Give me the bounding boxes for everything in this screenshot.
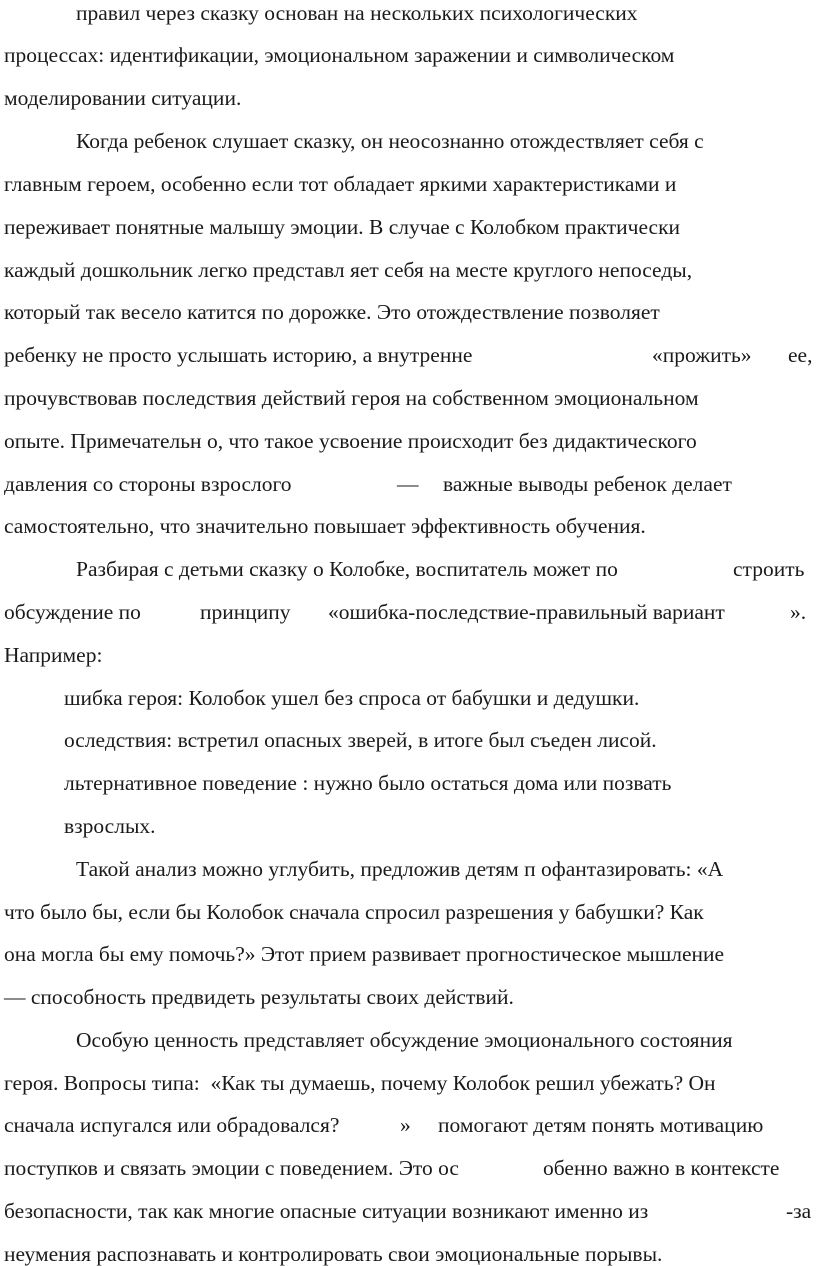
text-line: каждый дошкольник легко представл яет себя на месте круглого непоседы,	[4, 258, 693, 282]
text-line: правил через сказку основан на нескольких психологических	[76, 1, 638, 25]
list-item: льтернативное поведение : нужно было остаться дома или позвать	[64, 771, 672, 795]
text-line: который так весело катится по дорожке. Это отождествление позволяет	[4, 300, 660, 324]
text-line: Например:	[4, 643, 103, 667]
text-line: безопасности, так как многие опасные ситуации возникают именно из	[4, 1199, 649, 1223]
text-line: прочувствовав последствия действий героя на собственном эмоциональном	[4, 386, 699, 410]
text-line: Такой анализ можно углубить, предложив детям п офантазировать: «А	[76, 857, 724, 881]
text-line: переживает понятные малышу эмоции. В случае с Колобком практически	[4, 215, 681, 239]
list-item: шибка героя: Колобок ушел без спроса от бабушки и дедушки.	[64, 686, 640, 710]
text-line: героя. Вопросы типа: «Как ты думаешь, почему Колобок решил убежать? Он	[4, 1071, 716, 1095]
text-line: давления со стороны взрослого	[4, 472, 292, 496]
text-line: Когда ребенок слушает сказку, он неосознанно отождествляет себя с	[76, 129, 704, 153]
text-fragment: «прожить»	[652, 343, 752, 367]
text-line: сначала испугался или обрадовался?	[4, 1113, 340, 1137]
text-line: поступков и связать эмоции с поведением. Это ос	[4, 1156, 459, 1180]
text-fragment: ».	[790, 600, 807, 624]
text-fragment: принципу	[200, 600, 291, 624]
text-fragment: ее,	[788, 343, 813, 367]
text-fragment: -за	[786, 1199, 812, 1223]
list-item-continuation: взрослых.	[64, 814, 156, 838]
text-line: самостоятельно, что значительно повышает эффективность обучения.	[4, 514, 646, 538]
text-line: Особую ценность представляет обсуждение эмоционального состояния	[76, 1028, 733, 1052]
text-line: неумения распознавать и контролировать свои эмоциональные порывы.	[4, 1242, 663, 1266]
text-line: Разбирая с детьми сказку о Колобке, воспитатель может по	[76, 557, 618, 581]
text-fragment: обенно важно в контексте	[543, 1156, 780, 1180]
text-fragment: »	[400, 1113, 411, 1137]
text-line: моделировании ситуации.	[4, 86, 242, 110]
text-line: процессах: идентификации, эмоциональном заражении и символическом	[4, 43, 675, 67]
text-fragment: —	[397, 472, 419, 496]
list-item: оследствия: встретил опасных зверей, в итоге был съеден лисой.	[64, 728, 657, 752]
text-line: — способность предвидеть результаты своих действий.	[4, 985, 514, 1009]
text-fragment: помогают детям понять мотивацию	[438, 1113, 764, 1137]
text-line: что было бы, если бы Колобок сначала спросил разрешения у бабушки? Как	[4, 900, 704, 924]
text-line: главным героем, особенно если тот обладает яркими характеристиками и	[4, 172, 677, 196]
text-line: ребенку не просто услышать историю, а внутренне	[4, 343, 473, 367]
text-fragment: «ошибка-последствие-правильный вариант	[328, 600, 725, 624]
text-fragment: строить	[733, 557, 805, 581]
text-line: опыте. Примечательн о, что такое усвоение происходит без дидактического	[4, 429, 697, 453]
text-fragment: важные выводы ребенок делает	[443, 472, 732, 496]
text-line: обсуждение по	[4, 600, 141, 624]
text-line: она могла бы ему помочь?» Этот прием развивает прогностическое мышление	[4, 942, 725, 966]
